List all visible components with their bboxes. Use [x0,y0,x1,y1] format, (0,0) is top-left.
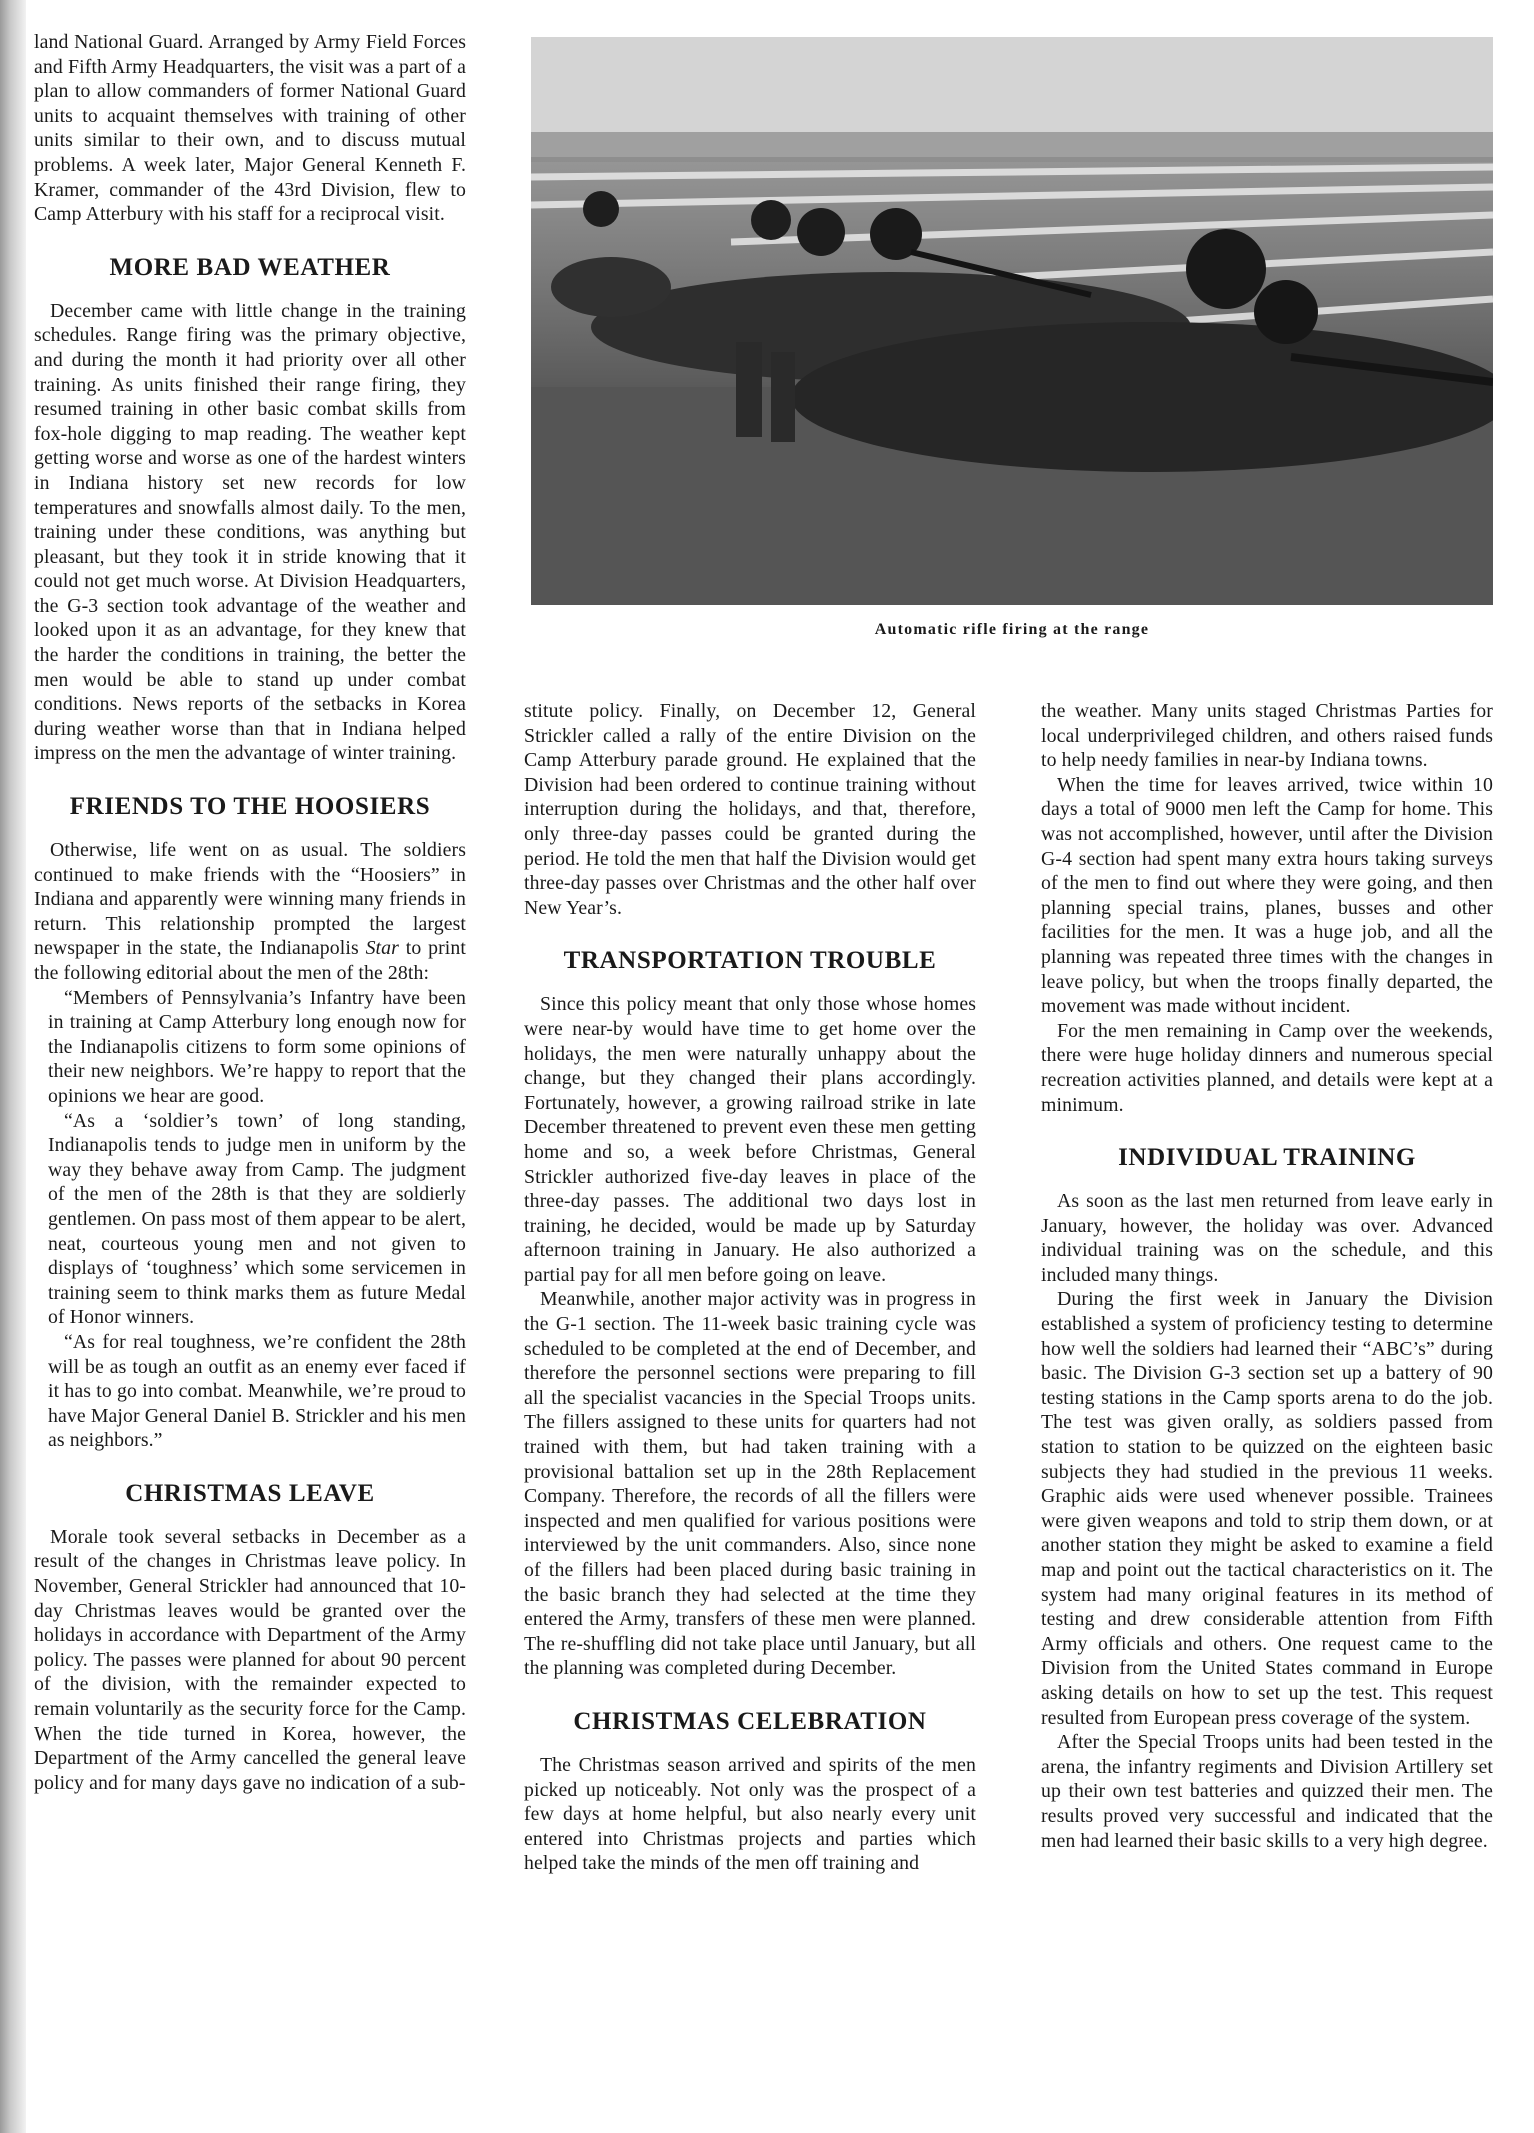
paragraph: As soon as the last men returned from leave early in January, however, the holiday was over. Advanced individual training was on the schedule, and this included many things. [1041,1190,1493,1286]
newspaper-name: Star [365,937,399,960]
section-heading-christmas-leave: CHRISTMAS LEAVE [125,1479,375,1507]
section-heading-more-bad-weather: MORE BAD WEATHER [109,253,391,281]
editorial-quote: “As for real toughness, we’re confident the 28th will be as tough an outfit as an enemy ever faced if it has to go into combat. Meanwhile, we’re proud to have Major General Daniel B. Strickler and his men as neighbors.” [48,1330,466,1452]
text-run: Otherwise, life went on as usual. The soldiers continued to make friends with the “Hoosiers” in Indiana and apparently were winning many friends in return. This relationship prompted the largest newspaper in the state, the Indianapolis [34,839,466,960]
paragraph: For the men remaining in Camp over the weekends, there were huge holiday dinners and numerous special recreation activities planned, and details were kept at a minimum. [1041,1019,1493,1116]
editorial-quote: “Members of Pennsylvania’s Infantry have been in training at Camp Atterbury long enough now for the Indianapolis citizens to form some opinions of their new neighbors. We’re happy to report that the opinions we hear are good. [48,986,466,1107]
paragraph: the weather. Many units staged Christmas Parties for local underprivileged children, and others raised funds to help needy families in near-by Indiana towns. [1041,700,1493,772]
text-run: to print the following editorial about the men of the 28th: [34,937,466,984]
paragraph: Morale took several setbacks in December as a result of the changes in Christmas leave policy. In November, General Strickler had announced that 10-day Christmas leaves would be granted over the holidays in accordance with Department of the Army policy. The passes were planned for about 90 percent of the division, with the remainder expected to remain voluntarily as the security force for the Camp. When the tide turned in Korea, however, the Department of the Army cancelled the general leave policy and for many days gave no indication of a sub- [34,1525,466,1794]
photo-illustration [531,37,1493,605]
editorial-quote: “As a ‘soldier’s town’ of long standing, Indianapolis tends to judge men in uniform by the way they behave away from Camp. The judgment of the men of the 28th is that they are soldierly gentlemen. On pass most of them appear to be alert, neat, courteous young men and not given to displays of ‘toughness’ which some servicemen in training seem to think marks them as future Medal of Honor winners. [48,1109,466,1329]
range-firing-photo [531,37,1493,605]
paragraph: When the time for leaves arrived, twice within 10 days a total of 9000 men left the Camp for home. This was not accomplished, however, until after the Division G-4 section had spent many extra hours taking surveys of the men to find out where they were going, and then planning special trains, planes, busses and other facilities for the men. It was a huge job, and all the planning was repeated three times with the changes in leave policy, but when the troops finally departed, the movement was made without incident. [1041,773,1493,1018]
page-binding-shadow [0,0,26,2133]
section-heading-transportation-trouble: TRANSPORTATION TROUBLE [563,947,937,975]
section-heading-christmas-celebration: CHRISTMAS CELEBRATION [573,1707,927,1735]
paragraph: stitute policy. Finally, on December 12, General Strickler called a rally of the entire Division on the Camp Atterbury parade ground. He explained that the Division had been ordered to continue training without interruption during the holidays, and that, therefore, only three-day passes could be granted during the period. He told the men that half the Division would get three-day passes over Christmas and the other half over New Year’s. [524,700,976,919]
paragraph: During the first week in January the Division established a system of proficiency testing to determine how well the soldiers had learned their “ABC’s” during basic. The Division G-3 section set up a battery of 90 testing stations in the Camp sports arena to do the job. The test was given orally, as soldiers passed from station to station to be quizzed on the eighteen basic subjects they had studied in the previous 11 weeks. Graphic aids were used whenever possible. Trainees were given weapons and told to strip them down, or at another station they might be asked to examine a field map and point out the tactical characteristics on it. The system had many original features in its method of testing and drew considerable attention from Fifth Army officials and others. One request came to the Division from the United States command in Europe asking details on how to set up the test. This request resulted from European press coverage of the system. [1041,1288,1493,1729]
right-column [1041,699,1493,1853]
paragraph: Since this policy meant that only those whose homes were near-by would have time to get home over the holidays, the men were naturally unhappy about the change, but they changed their plans accordingly. Fortunately, however, a growing railroad strike in late December threatened to prevent even these men getting home and so, a week before Christmas, General Strickler authorized five-day leaves in place of the three-day passes. The additional two days lost in training, he decided, would be made up by Saturday afternoon training in January. He also authorized a partial pay for all men before going on leave. [524,993,976,1286]
paragraph: The Christmas season arrived and spirits of the men picked up noticeably. Not only was the prospect of a few days at home helpful, but also nearly every unit entered into Christmas projects and parties which helped take the minds of the men off training and [524,1753,976,1875]
paragraph [34,838,466,986]
paragraph: land National Guard. Arranged by Army Field Forces and Fifth Army Headquarters, the visit was a part of a plan to allow commanders of former National Guard units to acquaint themselves with training of other units similar to their own, and to discuss mutual problems. A week later, Major General Kenneth F. Kramer, commander of the 43rd Division, flew to Camp Atterbury with his staff for a reciprocal visit. [34,31,466,226]
paragraph: After the Special Troops units had been tested in the arena, the infantry regiments and Division Artillery set up their own test batteries and quizzed their men. The results proved very successful and indicated that the men had learned their basic skills to a very high degree. [1041,1731,1493,1852]
section-heading-friends-to-the-hoosiers: FRIENDS TO THE HOOSIERS [69,793,431,821]
left-column [34,30,466,1795]
photo-caption: Automatic rifle firing at the range [874,621,1150,638]
section-heading-individual-training: INDIVIDUAL TRAINING [1118,1144,1416,1172]
paragraph: December came with little change in the training schedules. Range firing was the primary objective, and during the month it had priority over all other training. As units finished their range firing, they resumed training in other basic combat skills from fox-hole digging to map reading. The weather kept getting worse and worse as one of the hardest winters in Indiana history set new records for low temperatures and snowfalls almost daily. To the men, training under these conditions, was anything but pleasant, but they took it in stride knowing that it could not get much worse. At Division Headquarters, the G-3 section took advantage of the weather and looked upon it as an advantage, for they knew that the harder the conditions in training, the better the men would be able to stand up under combat conditions. News reports of the setbacks in Korea during weather worse than that in Indiana helped impress on the men the advantage of winter training. [34,299,466,765]
middle-column [524,699,976,1876]
paragraph: Meanwhile, another major activity was in progress in the G-1 section. The 11-week basic training cycle was scheduled to be completed at the end of December, and therefore the personnel sections were preparing to fill all the specialist vacancies in the Special Troops units. The fillers assigned to these units for quarters had not trained with them, but had taken training with a provisional battalion set up in the 28th Replacement Company. Therefore, the records of all the fillers were inspected and men qualified for various positions were interviewed by the unit commanders. Also, since none of the fillers had been placed during basic training in the basic branch they had selected at the time they entered the Army, transfers of these men were planned. The re-shuffling did not take place until January, but all the planning was completed during December. [524,1288,976,1680]
